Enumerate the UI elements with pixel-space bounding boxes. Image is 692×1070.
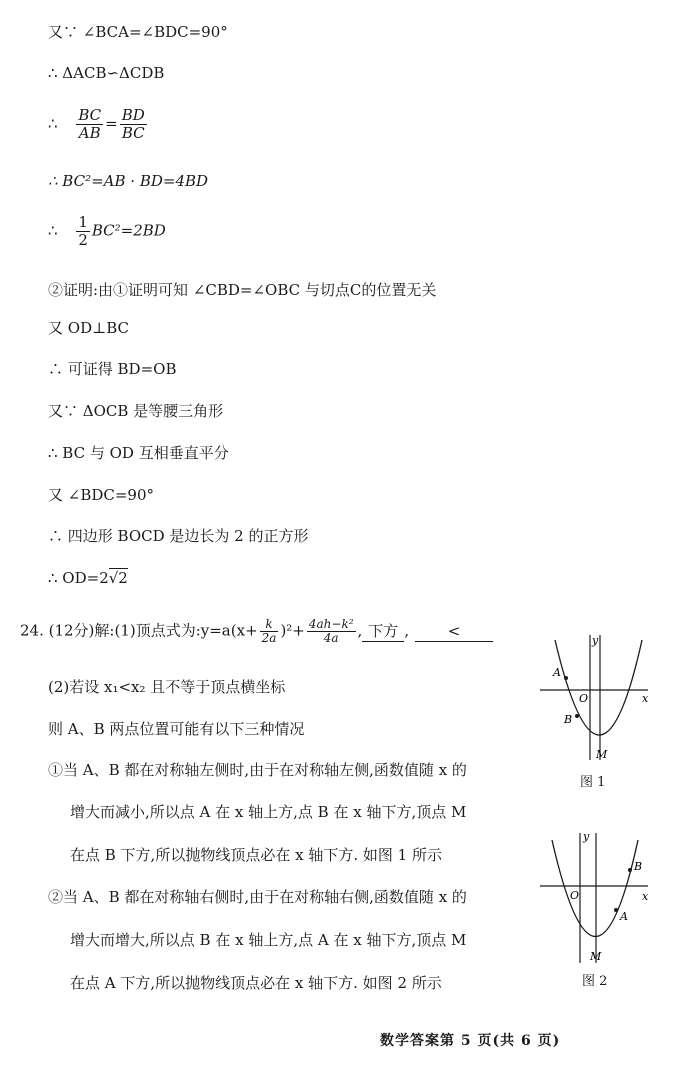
page-footer: 数学答案第 5 页(共 6 页) (380, 1033, 561, 1049)
figure-1-caption: 图 1 (580, 775, 606, 790)
question-24-text: 24. (12分)解:(1)顶点式为:y=a(x+ (20, 621, 258, 640)
line-8: ∴ 可证得 BD=OB (48, 360, 177, 378)
line-6: ②证明:由①证明可知 ∠CBD=∠OBC 与切点C的位置无关 (48, 281, 437, 299)
line-18: 增大而减小,所以点 A 在 x 轴上方,点 B 在 x 轴下方,顶点 M (70, 803, 467, 821)
label-o: O (570, 889, 580, 902)
line-2: ∴ ΔACB∽ΔCDB (48, 64, 165, 82)
line-22: 在点 A 下方,所以抛物线顶点必在 x 轴下方. 如图 2 所示 (70, 974, 442, 992)
label-y: y (592, 634, 599, 647)
label-m: M (590, 950, 602, 963)
line-11: 又 ∠BDC=90° (48, 486, 155, 504)
expression: BC²=2BD (91, 221, 166, 240)
sqrt-expression: √2 (108, 569, 128, 587)
label-x: x (642, 692, 649, 705)
fraction-vertex-y (307, 618, 356, 645)
fraction-numerator: 1 (78, 213, 88, 231)
comma: , (357, 621, 363, 640)
line-10: ∴ BC 与 OD 互相垂直平分 (48, 444, 229, 462)
question-24-line (20, 618, 493, 658)
label-a: A (620, 910, 628, 923)
fraction-bd-bc (120, 107, 147, 142)
therefore-symbol: ∴ (48, 221, 58, 240)
fraction-numerator: k (260, 618, 279, 632)
figure-1-parabola (530, 630, 660, 765)
line-7: 又 OD⊥BC (48, 319, 129, 337)
label-x: x (642, 890, 649, 903)
line-1: 又∵ ∠BCA=∠BDC=90° (48, 23, 228, 41)
line-15: (2)若设 x₁<x₂ 且不等于顶点横坐标 (48, 678, 286, 696)
line-19: 在点 B 下方,所以抛物线顶点必在 x 轴下方. 如图 1 所示 (70, 846, 442, 864)
label-b: B (564, 713, 573, 726)
fraction-denominator: AB (78, 124, 101, 142)
expression: )²+ (280, 621, 305, 640)
figure-2-caption: 图 2 (582, 974, 608, 989)
fraction-denominator: 2a (261, 631, 277, 645)
fraction-half (76, 214, 90, 249)
fraction-denominator: BC (121, 124, 145, 142)
line-20: ②当 A、B 都在对称轴右侧时,由于在对称轴右侧,函数值随 x 的 (48, 888, 467, 906)
line-5 (48, 214, 166, 254)
answer-blank-1: 下方 (362, 621, 404, 642)
fraction-k-2a (260, 618, 279, 645)
answer-blank-2: < (415, 621, 493, 642)
line-16: 则 A、B 两点位置可能有以下三种情况 (48, 720, 305, 738)
label-a: A (553, 666, 561, 679)
line-13 (48, 568, 128, 588)
line-21: 增大而增大,所以点 B 在 x 轴上方,点 A 在 x 轴下方,顶点 M (70, 931, 467, 949)
therefore-symbol: ∴ (48, 114, 58, 133)
figure-2-parabola (530, 828, 660, 968)
label-y: y (583, 830, 590, 843)
point-a (564, 676, 568, 680)
line-9: 又∵ ΔOCB 是等腰三角形 (48, 402, 224, 420)
fraction-numerator: BD (121, 106, 145, 124)
fraction-numerator: 4ah−k² (308, 617, 354, 631)
point-b (575, 714, 579, 718)
line-4: ∴ BC²=AB · BD=4BD (48, 172, 209, 190)
line-3 (48, 107, 149, 147)
fraction-numerator: BC (78, 106, 102, 124)
line-12: ∴ 四边形 BOCD 是边长为 2 的正方形 (48, 527, 309, 545)
fraction-denominator: 2 (78, 231, 88, 249)
point-a (614, 908, 618, 912)
label-o: O (579, 692, 589, 705)
fraction-denominator: 4a (323, 631, 339, 645)
fraction-bc-ab (76, 107, 103, 142)
line-17: ①当 A、B 都在对称轴左侧时,由于在对称轴左侧,函数值随 x 的 (48, 761, 467, 779)
point-b (628, 868, 632, 872)
equals-sign: = (105, 114, 118, 133)
comma: , (404, 621, 410, 640)
label-b: B (634, 860, 643, 873)
expression: ∴ OD=2 (48, 569, 109, 587)
label-m: M (596, 748, 608, 761)
